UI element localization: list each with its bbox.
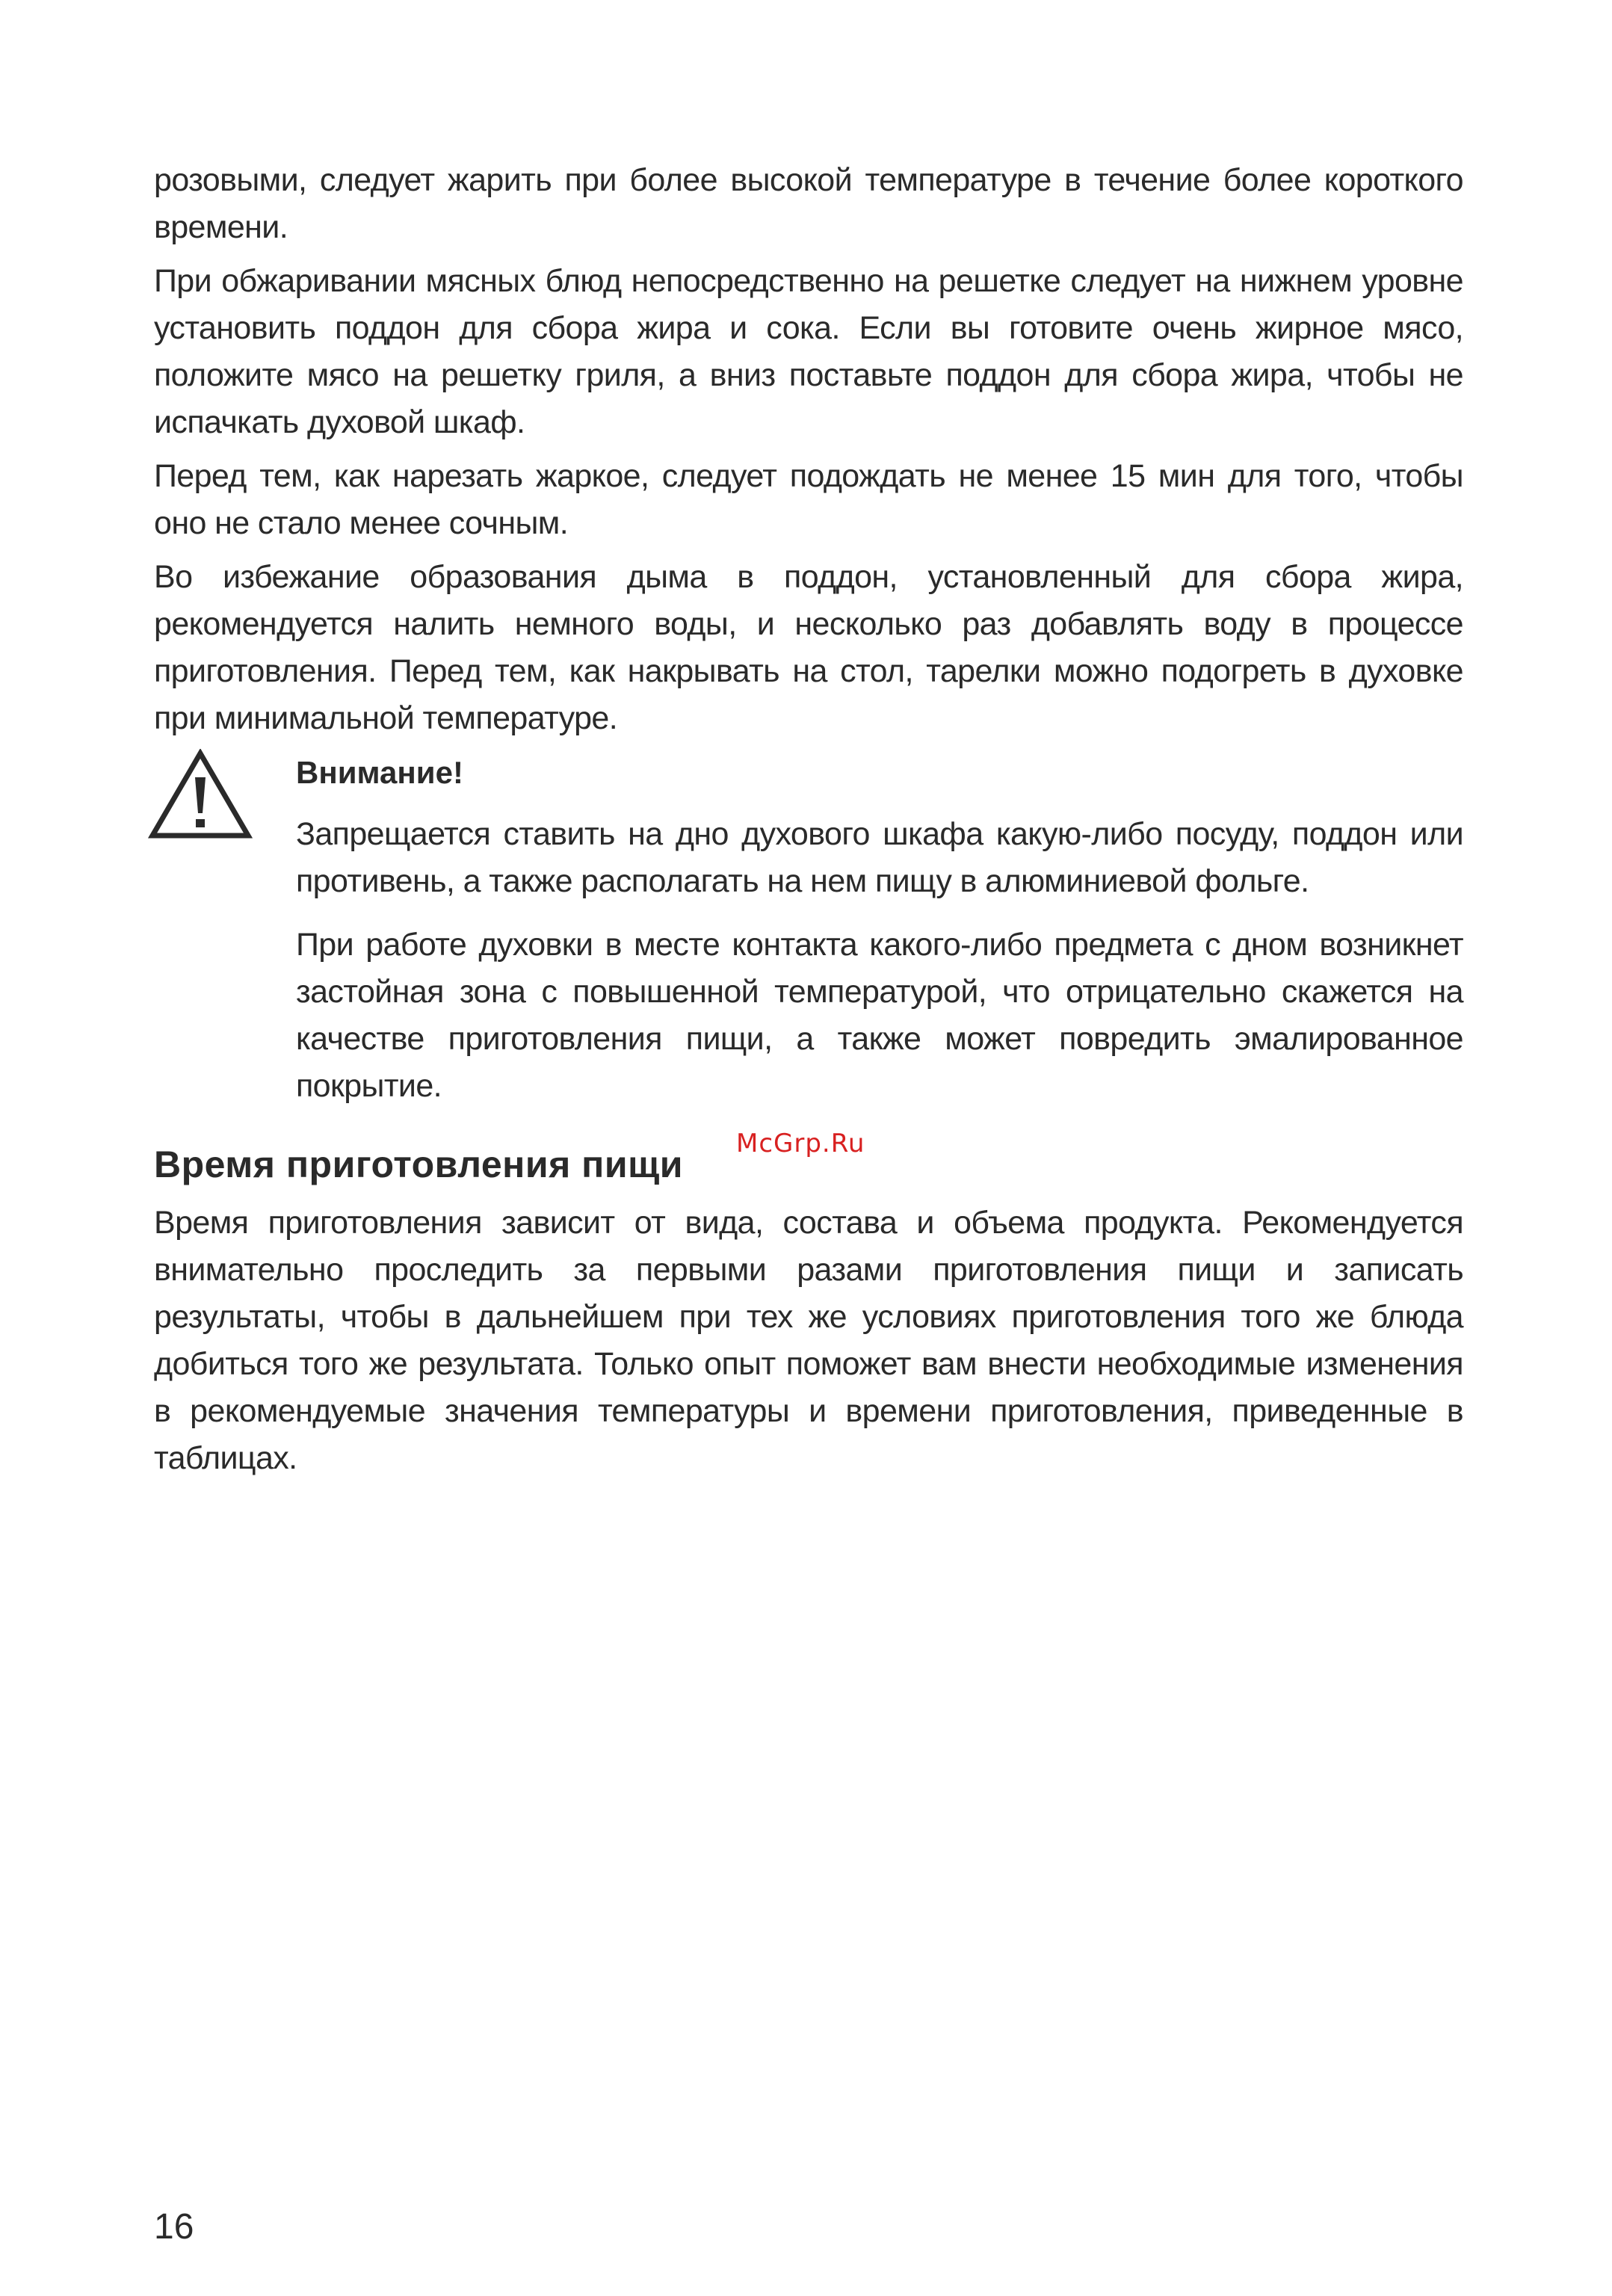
paragraph-smoke: Во избежание образования дыма в поддон, установленный для сбора жира, рекомендуется налить немного воды, и несколько раз добавлять воду в процессе приготовления. Перед тем, как накрывать на стол, тарелки можно подогреть в духовке при минимальной температуре.: [154, 559, 1463, 736]
warning-triangle-icon: [148, 749, 253, 840]
section-title: Время приготовления пищи: [154, 1144, 684, 1185]
warning-title: Внимание!: [296, 755, 463, 790]
page-content: [154, 157, 1463, 1489]
watermark: McGrp.Ru: [736, 1129, 865, 1158]
warning-paragraph-contact: При работе духовки в месте контакта какого-либо предмета с дном возникнет застойная зона с повышенной температурой, что отрицательно скажется на качестве приготовления пищи, а также может повредить эмалированное покрытие.: [296, 927, 1463, 1104]
warning-paragraph-bottom: Запрещается ставить на дно духового шкафа какую-либо посуду, поддон или противень, а также располагать на нем пищу в алюминиевой фольге.: [296, 816, 1463, 899]
page-number: 16: [154, 2207, 194, 2247]
paragraph-roasting: розовыми, следует жарить при более высокой температуре в течение более короткого времени.: [154, 162, 1463, 245]
paragraph-resting: Перед тем, как нарезать жаркое, следует подождать не менее 15 мин для того, чтобы оно не стало менее сочным.: [154, 458, 1463, 541]
paragraph-grill-tray: При обжаривании мясных блюд непосредственно на решетке следует на нижнем уровне установить поддон для сбора жира и сока. Если вы готовите очень жирное мясо, положите мясо на решетку гриля, а вниз поставьте поддон для сбора жира, чтобы не испачкать духовой шкаф.: [154, 263, 1463, 440]
warning-block: [154, 749, 1463, 1110]
section-paragraph: Время приготовления зависит от вида, состава и объема продукта. Рекомендуется внимательно проследить за первыми разами приготовления пищи и записать результаты, чтобы в дальнейшем при тех же условиях приготовления того же блюда добиться того же результата. Только опыт поможет вам внести необходимые изменения в рекомендуемые значения температуры и времени приготовления, приведенные в таблицах.: [154, 1205, 1463, 1476]
